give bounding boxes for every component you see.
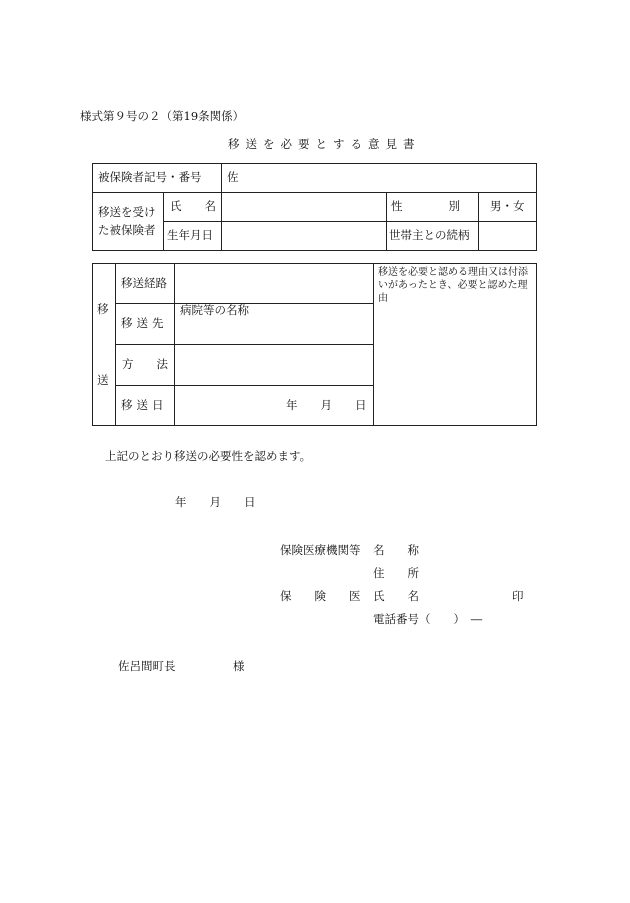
method-field[interactable] — [178, 347, 369, 381]
addressee: 佐呂間町長 — [118, 659, 176, 673]
transport-date-label: 移送日 — [121, 398, 168, 412]
route-label: 移送経路 — [121, 276, 167, 290]
reason-field[interactable] — [378, 296, 533, 422]
form-title: 移送を必要とする意見書 — [228, 137, 421, 151]
sex-label: 性 別 — [391, 199, 460, 213]
form-number: 様式第９号の２（第19条関係） — [80, 109, 245, 123]
sex-value[interactable]: 男・女 — [490, 199, 525, 213]
institution-name-label: 名 称 — [373, 543, 419, 557]
method-label: 方 法 — [122, 357, 168, 371]
insured-number-value[interactable]: 佐 — [227, 170, 239, 184]
institution-address-label: 住 所 — [373, 566, 419, 580]
relation-field[interactable] — [481, 224, 533, 246]
addressee-suffix: 様 — [233, 659, 245, 673]
doctor-name-label: 氏 名 — [373, 589, 419, 603]
name-label: 氏 名 — [170, 199, 216, 213]
statement: 上記のとおり移送の必要性を認めます。 — [105, 449, 312, 463]
relation-label: 世帯主との続柄 — [389, 228, 470, 242]
transport-date-value[interactable]: 年 月 日 — [286, 398, 367, 412]
birth-date-field[interactable] — [225, 224, 383, 246]
hospital-name-label[interactable]: 病院等の名称 — [180, 303, 249, 317]
insured-number-label: 被保険者記号・番号 — [98, 170, 202, 184]
reason-label: 移送を必要と認める理由又は付添いがあったとき、必要と認めた理由 — [378, 267, 528, 304]
side-label-bottom: 送 — [97, 373, 109, 387]
destination-label: 移送先 — [121, 316, 168, 330]
route-field[interactable] — [178, 266, 369, 300]
doctor-label: 保 険 医 — [280, 589, 361, 603]
side-label-top: 移 — [97, 302, 109, 316]
phone-label: 電話番号（ ） ― — [373, 612, 483, 626]
institution-label: 保険医療機関等 — [280, 543, 361, 557]
birth-date-label: 生年月日 — [167, 228, 213, 242]
person-label-line2: た被保険者 — [98, 223, 156, 237]
seal-mark: 印 — [512, 589, 524, 603]
issue-date[interactable]: 年 月 日 — [175, 495, 256, 509]
name-field[interactable] — [225, 195, 383, 217]
person-label-line1: 移送を受け — [98, 205, 156, 219]
